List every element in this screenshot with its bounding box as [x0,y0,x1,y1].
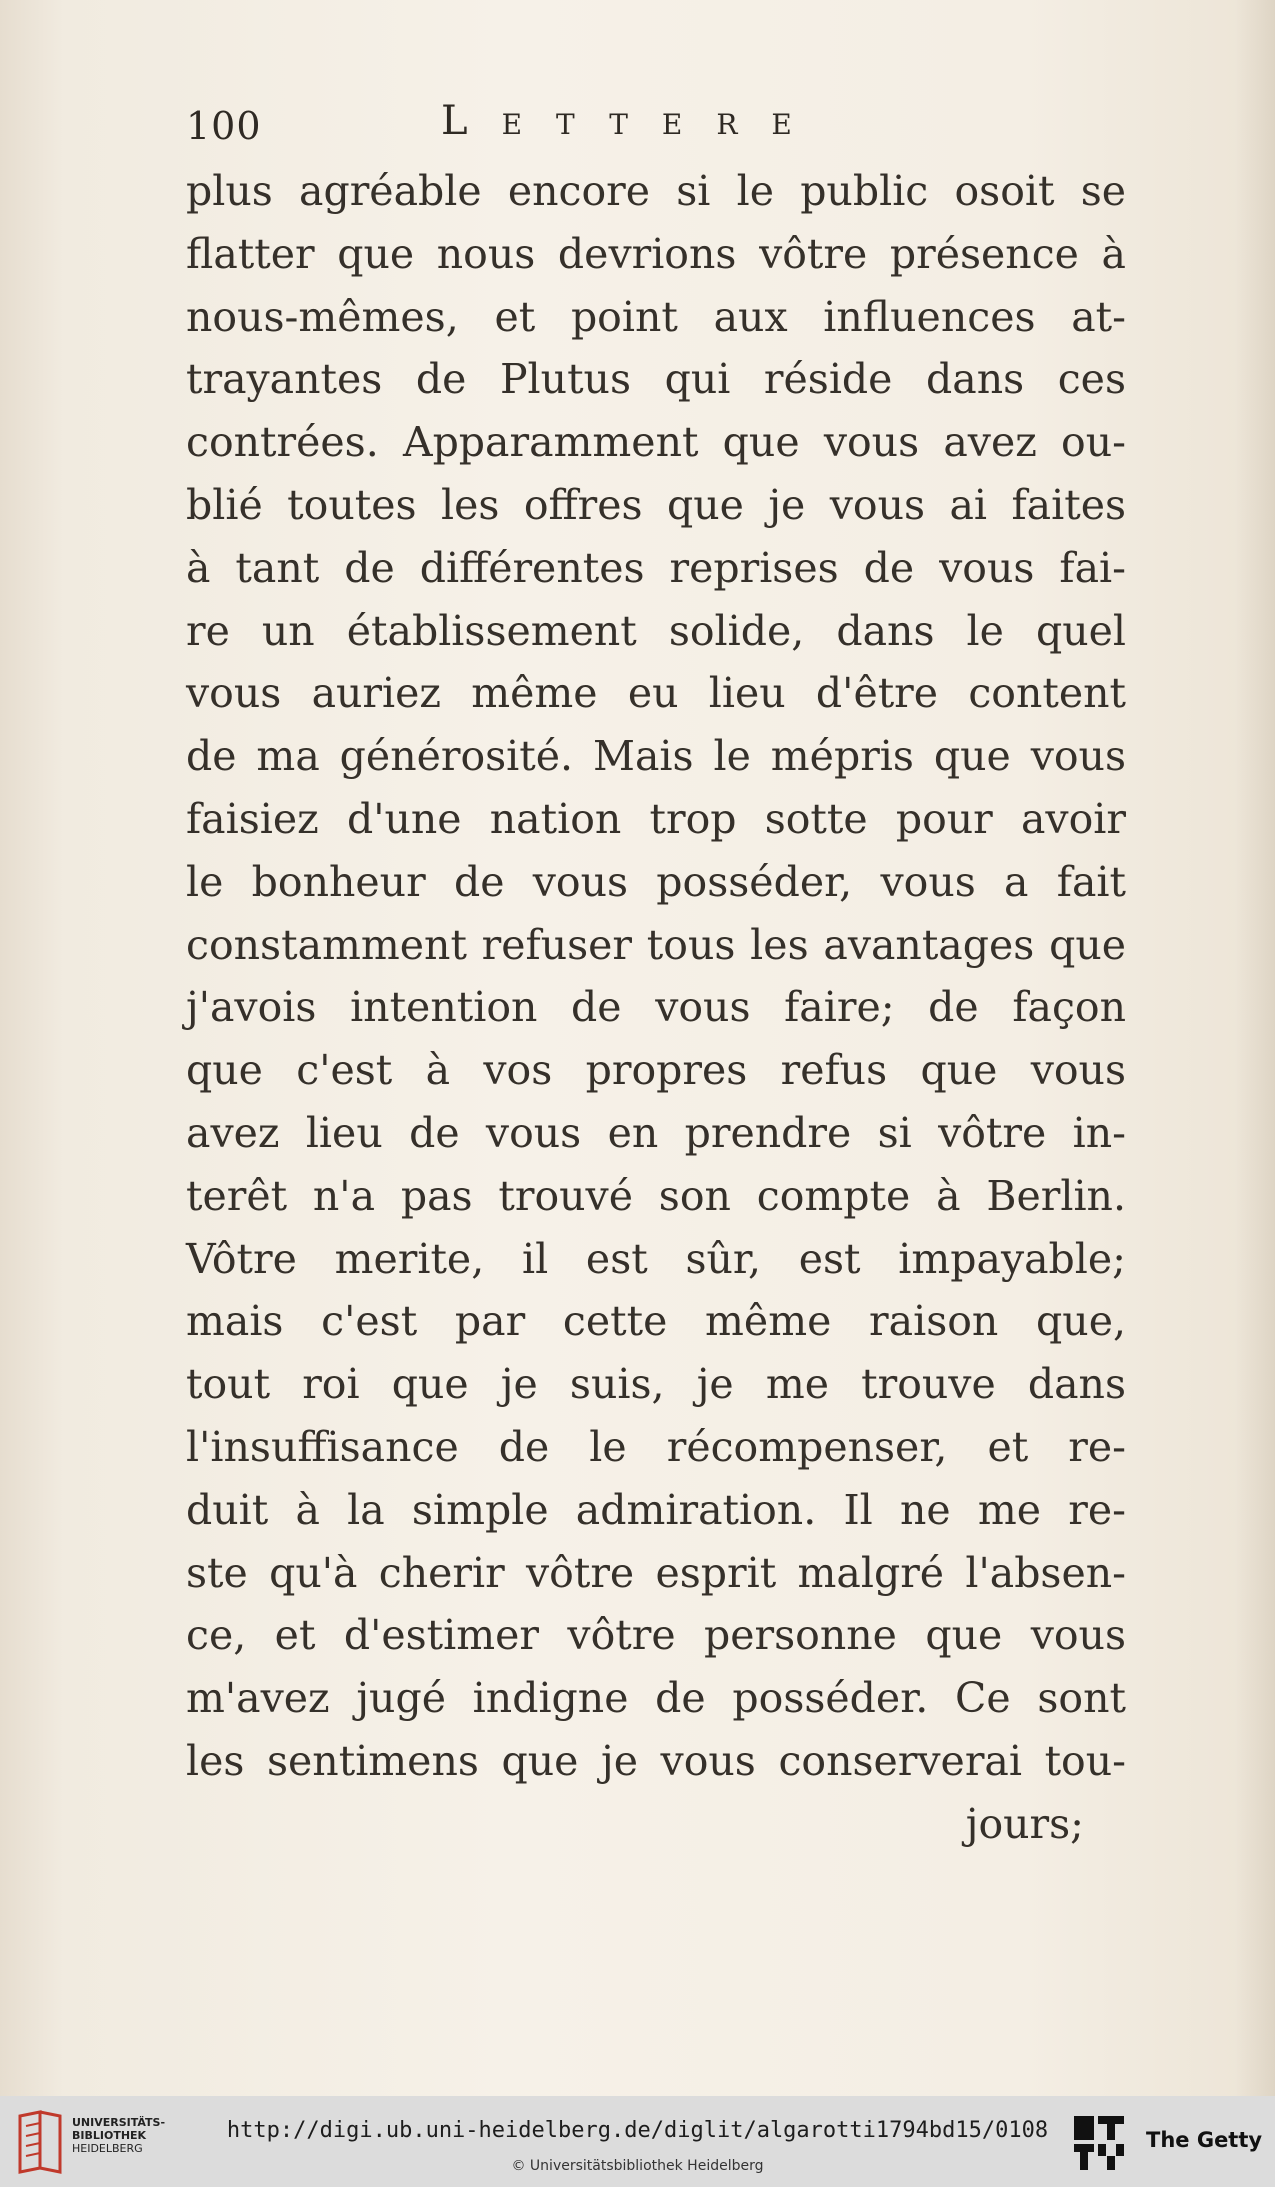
text-line: mais c'est par cette même raison que, [186,1297,1126,1346]
text-line: constamment refuser tous les avantages que [186,920,1126,969]
text-line: j'avois intention de vous faire; de façon [186,983,1126,1032]
text-line: vous auriez même eu lieu d'être content [186,669,1126,718]
text-line: nous-mêmes, et point aux influences at- [186,292,1126,341]
text-line: ste qu'à cherir vôtre esprit malgré l'absen- [186,1548,1126,1597]
viewer-footer [0,2096,1275,2187]
text-line: faisiez d'une nation trop sotte pour avoir [186,794,1126,843]
text-line: tout roi que je suis, je me trouve dans [186,1360,1126,1409]
copyright-notice: © Universitätsbibliothek Heidelberg [511,2158,764,2174]
text-line: plus agréable encore si le public osoit se [186,167,1126,215]
text-line: trayantes de Plutus qui réside dans ces [186,355,1126,404]
text-line: duit à la simple admiration. Il ne me re- [186,1485,1126,1534]
text-line: blié toutes les offres que je vous ai faites [186,480,1126,529]
text-line: de ma générosité. Mais le mépris que vous [186,732,1126,781]
letter-body [186,160,1126,1856]
text-line: les sentimens que je vous conserverai tou- [186,1736,1126,1785]
text-line: terêt n'a pas trouvé son compte à Berlin. [186,1171,1126,1220]
text-line: flatter que nous devrions vôtre présence à [186,229,1126,278]
text-line: le bonheur de vous posséder, vous a fait [186,857,1126,906]
text-line: contrées. Apparamment que vous avez ou- [186,418,1126,467]
partner-name: The Getty [1146,2128,1263,2152]
text-line: ce, et d'estimer vôtre personne que vous [186,1611,1126,1660]
text-line: Vôtre merite, il est sûr, est impayable; [186,1234,1126,1283]
page-header [186,96,1126,156]
text-line: re un établissement solide, dans le quel [186,606,1126,655]
text-line: m'avez jugé indigne de posséder. Ce sont [186,1674,1126,1723]
permalink-url[interactable]: http://digi.ub.uni-heidelberg.de/diglit/algarotti1794bd15/0108 [226,2118,1049,2143]
text-line: à tant de différentes reprises de vous fai- [186,543,1126,592]
text-line: avez lieu de vous en prendre si vôtre in- [186,1108,1126,1157]
catchword: jours; [965,1799,1084,1848]
text-line: que c'est à vos propres refus que vous [186,1046,1126,1095]
library-name: UNIVERSITÄTS- BIBLIOTHEK HEIDELBERG [72,2116,166,2155]
getty-logo-icon [1072,2114,1126,2172]
running-title: Lettere [441,98,826,144]
text-line: l'insuffisance de le récompenser, et re- [186,1422,1126,1471]
page-number: 100 [186,104,262,148]
